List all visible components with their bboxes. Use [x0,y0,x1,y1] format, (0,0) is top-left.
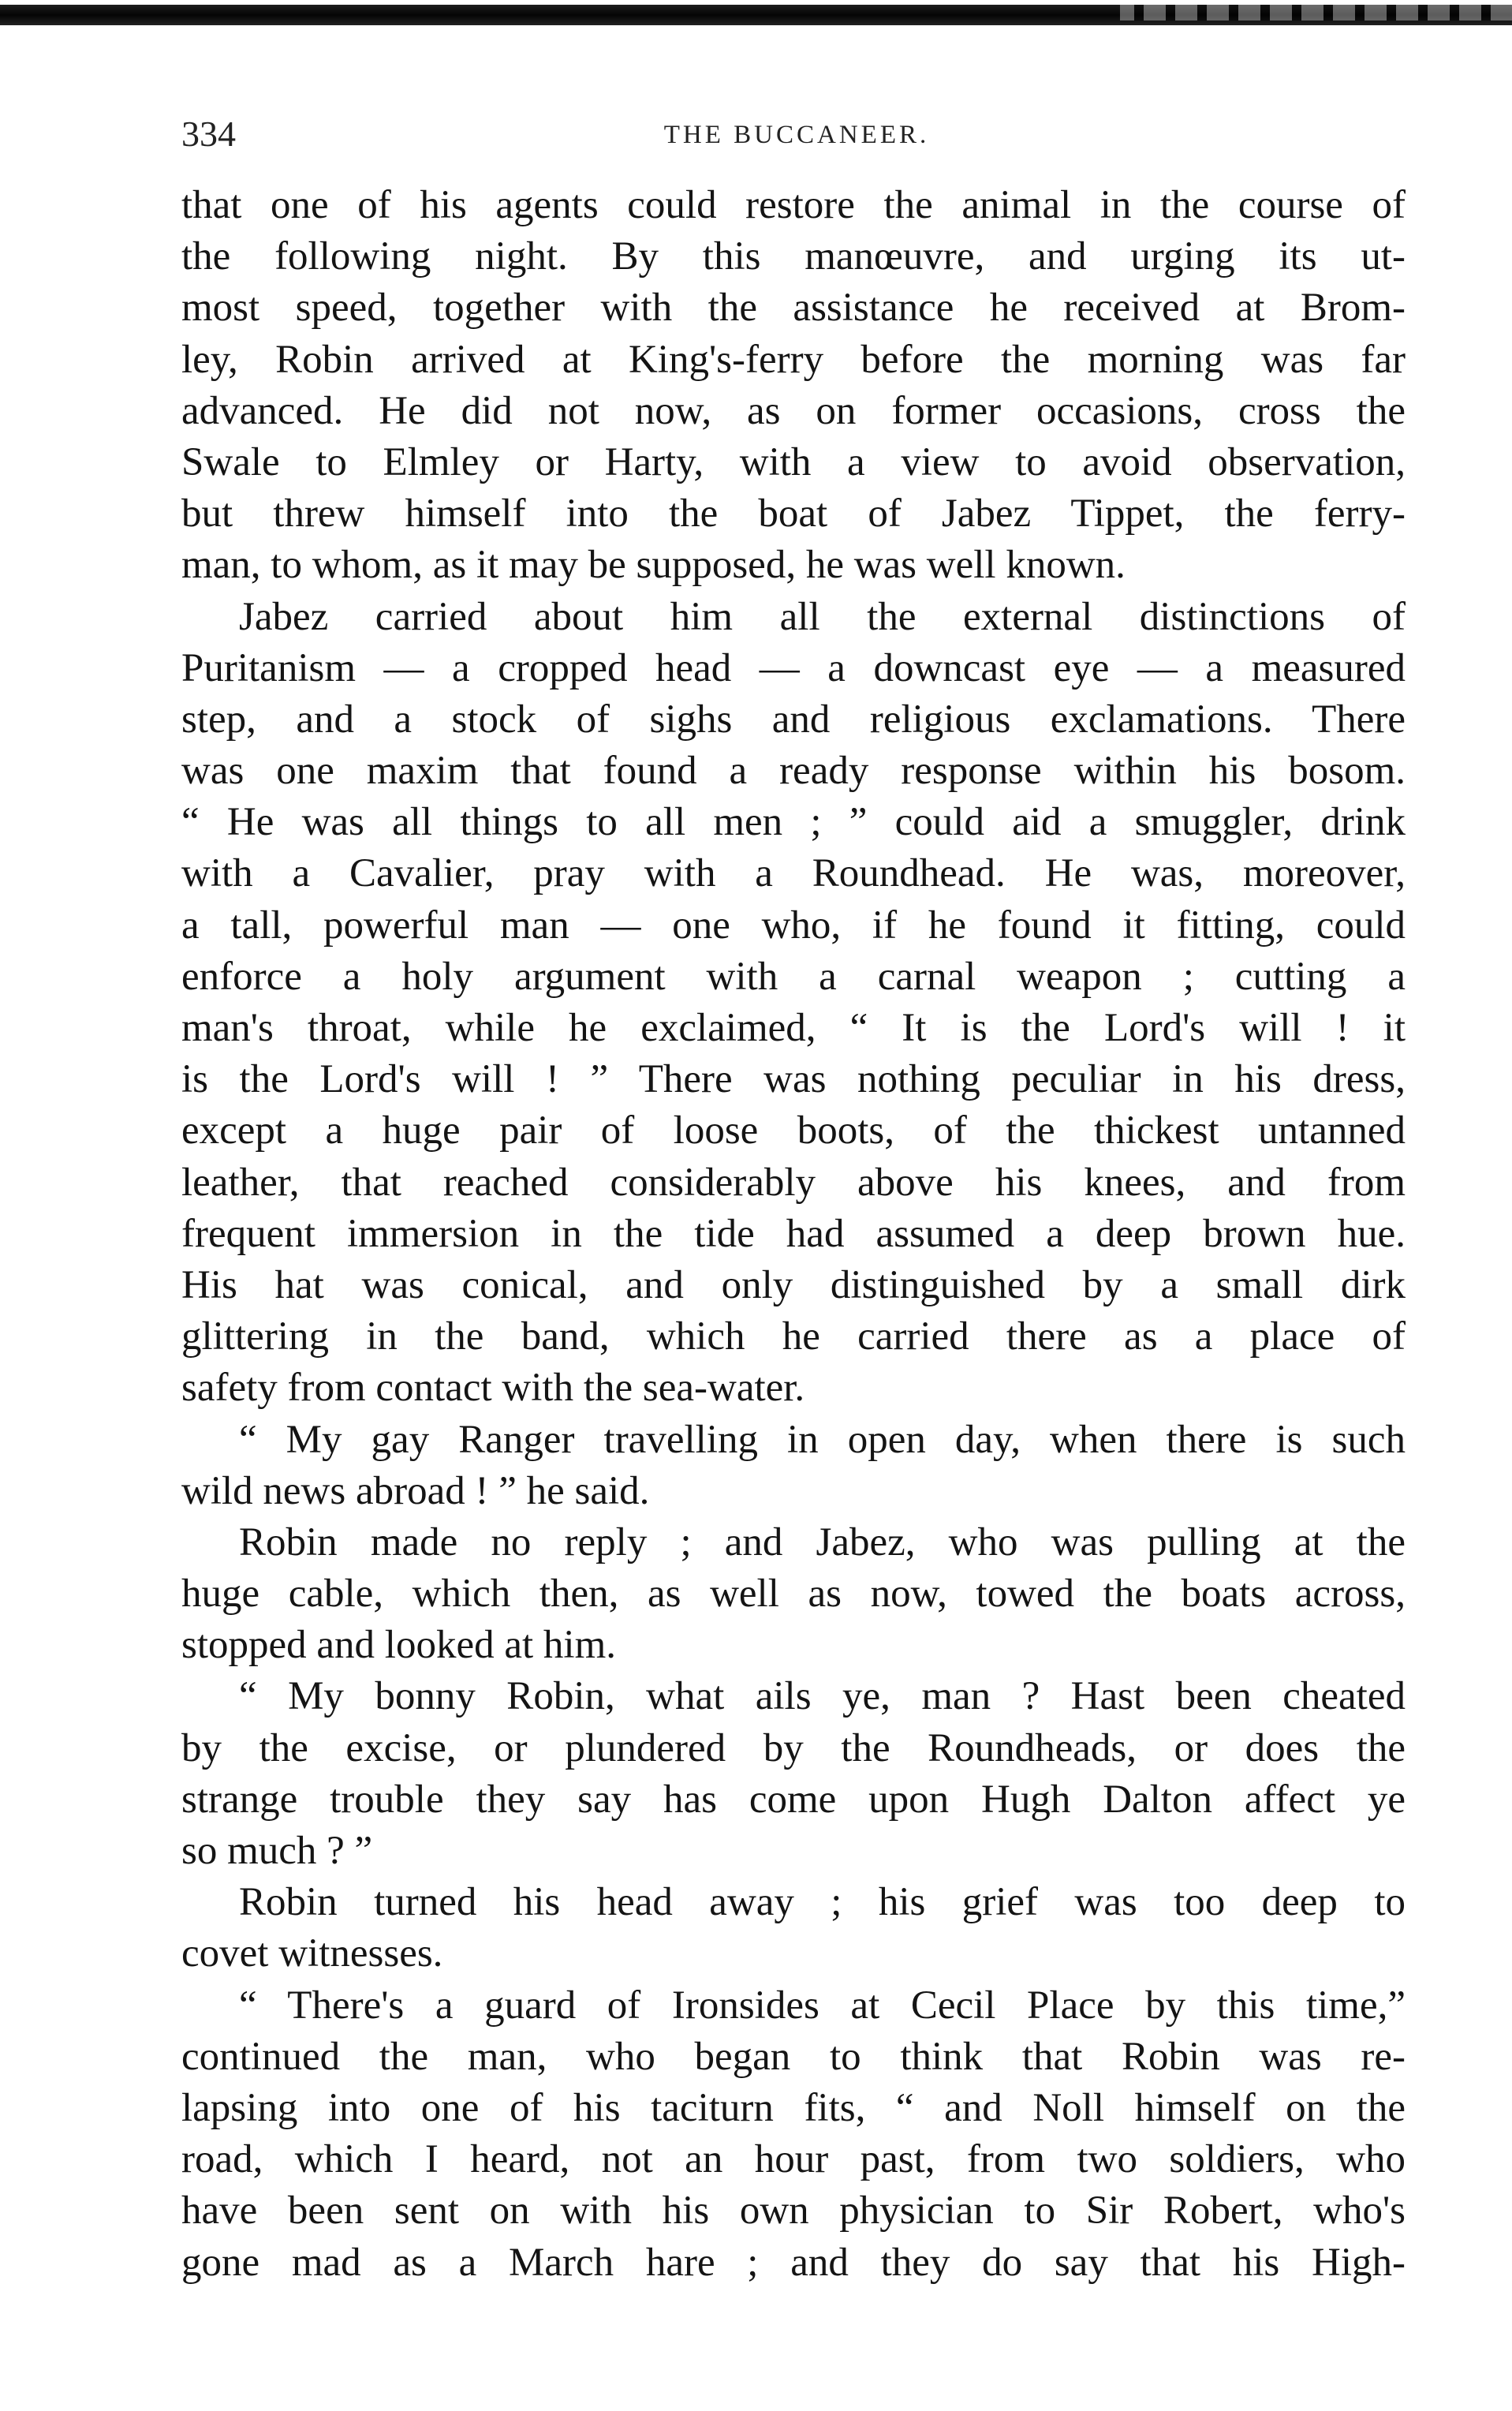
text-line: “ My bonny Robin, what ails ye, man ? Hast been cheated [239,1674,1406,1719]
text-line: have been sent on with his own physician to Sir Robert, who's [181,2189,1406,2233]
top-border-rule [0,5,1512,25]
text-line: most speed, together with the assistance he received at Brom- [181,286,1406,331]
text-line: His hat was conical, and only distinguished by a small dirk [181,1262,1406,1307]
text-line: Puritanism — a cropped head — a downcast eye — a measured [181,645,1406,690]
text-line: the following night. By this manœuvre, and urging its ut- [181,234,1406,279]
text-line: man, to whom, as it may be supposed, he was well known. [181,543,1126,588]
text-line: with a Cavalier, pray with a Roundhead. He was, moreover, [181,851,1406,896]
text-line: except a huge pair of loose boots, of the thickest untanned [181,1108,1406,1153]
text-line: “ My gay Ranger travelling in open day, when there is such [239,1417,1406,1462]
text-line: strange trouble they say has come upon Hugh Dalton affect ye [181,1777,1406,1822]
text-line: Swale to Elmley or Harty, with a view to avoid observation, [181,439,1406,484]
text-line: Robin made no reply ; and Jabez, who was pulling at the [239,1519,1406,1564]
page-number: 334 [181,114,236,154]
text-line: a tall, powerful man — one who, if he found it fitting, could [181,903,1406,948]
body-text [181,180,1406,2289]
text-line: that one of his agents could restore the animal in the course of [181,183,1406,227]
text-line: was one maxim that found a ready response within his bosom. [181,749,1406,794]
text-line: covet witnesses. [181,1931,443,1976]
page-header [181,110,1404,166]
text-line: ley, Robin arrived at King's-ferry before the morning was far [181,337,1406,382]
text-line: step, and a stock of sighs and religious exclamations. There [181,697,1406,742]
text-line: advanced. He did not now, as on former occasions, cross the [181,388,1406,433]
text-line: continued the man, who began to think that Robin was re- [181,2034,1406,2079]
text-line: is the Lord's will ! ” There was nothing peculiar in his dress, [181,1057,1406,1102]
text-line: stopped and looked at him. [181,1623,616,1668]
text-line: Jabez carried about him all the external distinctions of [239,594,1406,639]
text-line: but threw himself into the boat of Jabez Tippet, the ferry- [181,492,1406,536]
text-line: huge cable, which then, as well as now, towed the boats across, [181,1572,1406,1617]
text-line: gone mad as a March hare ; and they do say that his High- [181,2240,1406,2285]
text-line: lapsing into one of his taciturn fits, “ and Noll himself on the [181,2085,1406,2130]
running-head: THE BUCCANEER. [663,121,930,149]
text-line: man's throat, while he exclaimed, “ It is the Lord's will ! it [181,1006,1406,1050]
text-line: so much ? ” [181,1829,373,1873]
text-line: by the excise, or plundered by the Roundheads, or does the [181,1725,1406,1770]
text-line: “ There's a guard of Ironsides at Cecil Place by this time,” [239,1983,1406,2028]
text-line: glittering in the band, which he carried there as a place of [181,1314,1406,1359]
text-line: leather, that reached considerably above his knees, and from [181,1160,1406,1205]
text-line: enforce a holy argument with a carnal weapon ; cutting a [181,954,1406,999]
text-line: wild news abroad ! ” he said. [181,1468,650,1513]
text-line: road, which I heard, not an hour past, from two soldiers, who [181,2137,1406,2182]
text-line: safety from contact with the sea-water. [181,1366,805,1411]
text-line: Robin turned his head away ; his grief was too deep to [239,1880,1406,1925]
top-border-wear [1120,5,1512,21]
text-line: “ He was all things to all men ; ” could aid a smuggler, drink [181,800,1406,845]
text-line: frequent immersion in the tide had assumed a deep brown hue. [181,1211,1406,1256]
